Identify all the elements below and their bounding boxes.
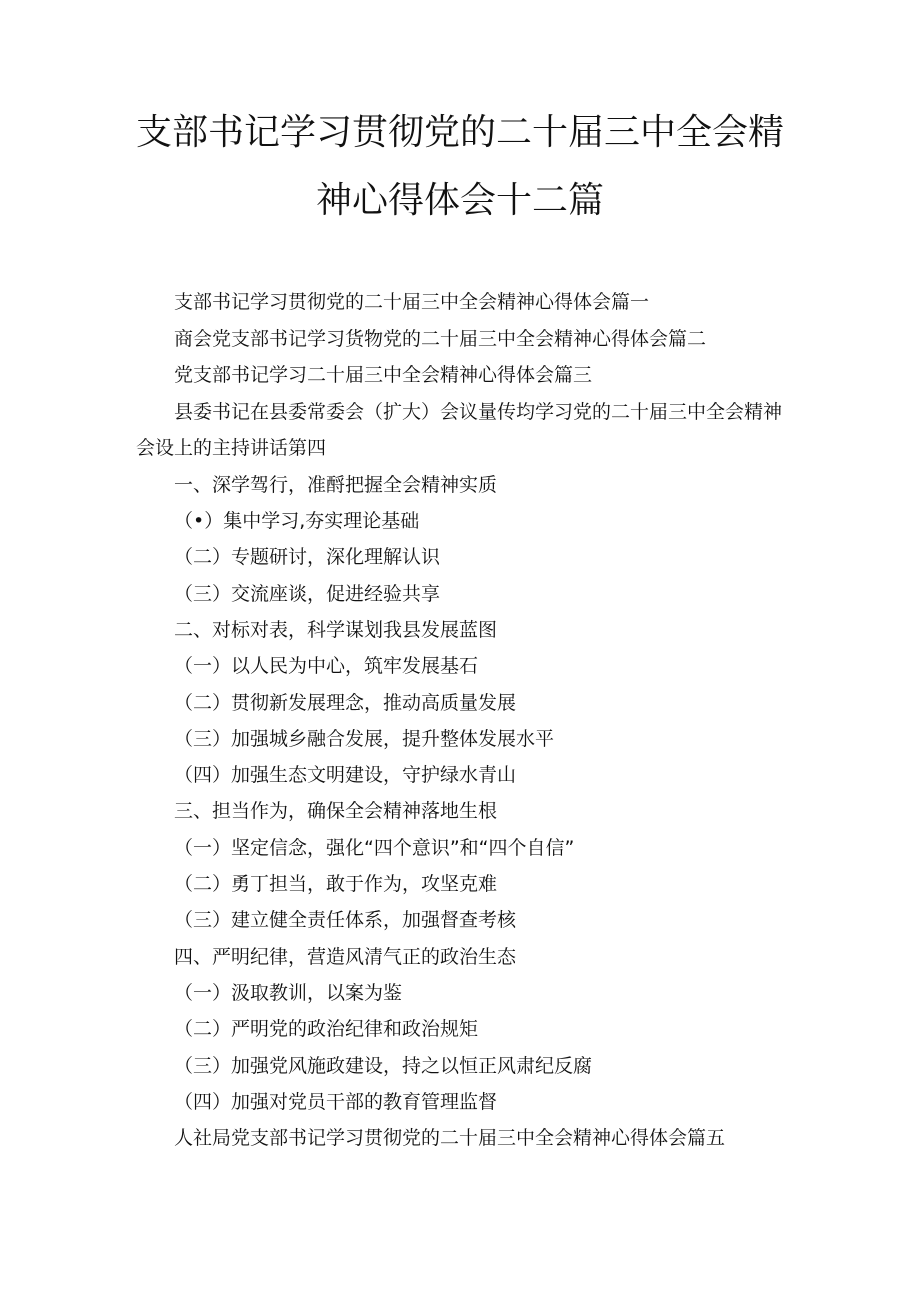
toc-line: （四）加强对党员干部的教育管理监督 [174, 1091, 498, 1113]
toc-line: 二、对标对表，科学谋划我县发展蓝图 [174, 619, 498, 641]
toc-line: 四、严明纪律，营造风清气正的政治生态 [174, 946, 517, 968]
toc-line: （一）汲取教训，以案为鉴 [174, 982, 403, 1004]
toc-line-continuation: 会设上的主持讲话第四 [136, 437, 327, 459]
toc-line: 县委书记在县委常委会（扩大）会议量传均学习党的二十届三中全会精神 [174, 401, 783, 423]
toc-line: （三）交流座谈，促进经验共享 [174, 583, 441, 605]
document-title-line-2: 神心得体会十二篇 [315, 180, 604, 221]
toc-line: （二）勇丁担当，敢于作为，攻坚克难 [174, 873, 498, 895]
toc-line: 人社局党支部书记学习贯彻党的二十届三中全会精神心得体会篇五 [174, 1127, 726, 1149]
toc-line: （一）坚定信念，强化“四个意识”和“四个自信” [174, 837, 575, 859]
toc-line: （•）集中学习,夯实理论基础 [174, 510, 420, 532]
toc-line: （二）贯彻新发展理念，推动高质量发展 [174, 692, 517, 714]
toc-line: 商会党支部书记学习货物党的二十届三中全会精神心得体会篇二 [174, 328, 707, 350]
toc-line: （三）加强城乡融合发展，提升整体发展水平 [174, 728, 555, 750]
toc-line: （三）加强党风施政建设，持之以恒正风肃纪反腐 [174, 1055, 593, 1077]
toc-line: （三）建立健全责任体系，加强督查考核 [174, 909, 517, 931]
toc-line: 支部书记学习贯彻党的二十届三中全会精神心得体会篇一 [174, 291, 650, 313]
toc-line: （二）专题研讨，深化理解认识 [174, 546, 441, 568]
toc-line: 党支部书记学习二十届三中全会精神心得体会篇三 [174, 364, 593, 386]
toc-line: （一）以人民为中心，筑牢发展基石 [174, 655, 479, 677]
toc-line: 三、担当作为，确保全会精神落地生根 [174, 800, 498, 822]
toc-line: 一、深学驾行，准酹把握全会精神实质 [174, 474, 498, 496]
toc-line: （四）加强生态文明建设，守护绿水青山 [174, 764, 517, 786]
toc-line: （二）严明党的政治纪律和政治规矩 [174, 1018, 479, 1040]
document-title-line-1: 支部书记学习贯彻党的二十届三中全会精 [135, 112, 784, 153]
